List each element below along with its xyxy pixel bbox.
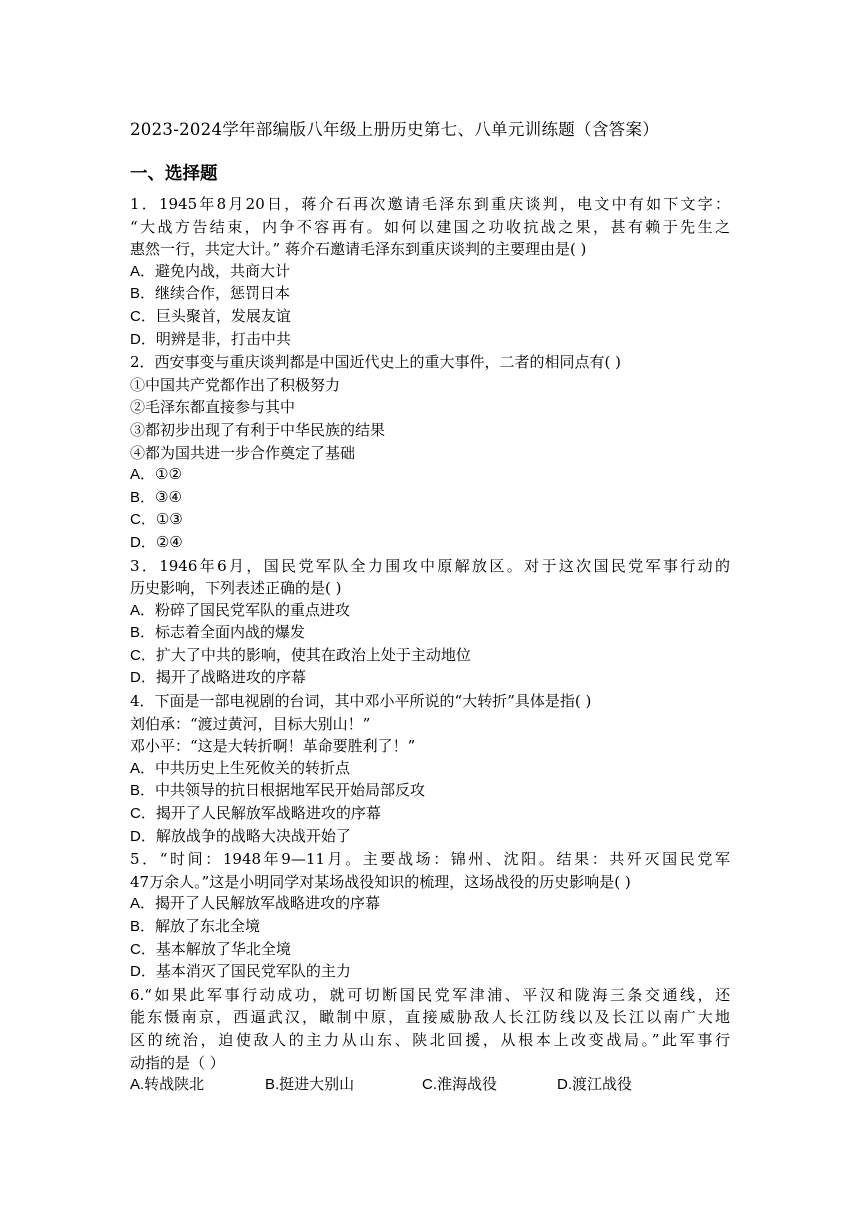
question-2-statement: ④都为国共进一步合作奠定了基础: [130, 443, 356, 462]
question-6-option-c: C.淮海战役: [422, 1076, 498, 1094]
question-3-option-d: D．揭开了战略进攻的序幕: [130, 669, 306, 687]
question-2-option-c: C．①③: [130, 511, 183, 529]
question-4-quote: 刘伯承：“渡过黄河，目标大别山！”: [130, 714, 371, 733]
question-4-option-b: B．中共领导的抗日根据地军民开始局部反攻: [130, 782, 426, 800]
question-2-text: 2．西安事变与重庆谈判都是中国近代史上的重大事件，二者的相同点有( ): [130, 353, 622, 372]
question-6-option-a: A.转战陕北: [130, 1076, 205, 1094]
question-5-option-b: B．解放了东北全境: [130, 918, 261, 935]
question-1-text: 惠然一行，共定大计。” 蒋介石邀请毛泽东到重庆谈判的主要理由是( ): [130, 240, 587, 259]
question-list: [130, 193, 730, 1097]
question-1-text: “大战方告结束，内争不容再有。如何以建国之功收抗战之果，甚有赖于先生之: [130, 217, 730, 236]
question-5-option-a: A．揭开了人民解放军战略进攻的序幕: [130, 895, 381, 913]
question-2-option-b: B．③④: [130, 488, 182, 506]
question-4-option-c: C．揭开了人民解放军战略进攻的序幕: [130, 805, 381, 823]
question-5-option-d: D．基本消灭了国民党军队的主力: [130, 963, 351, 981]
question-3-option-a: A．粉碎了国民党军队的重点进攻: [130, 601, 351, 619]
question-6-option-b: B.挺进大别山: [265, 1076, 355, 1094]
question-3-text: 3．1946年6月，国民党军队全力围攻中原解放区。对于这次国民党军事行动的: [130, 556, 730, 575]
question-2-statement: ②毛泽东都直接参与其中: [130, 398, 296, 417]
section-heading: 一、选择题: [130, 164, 218, 184]
question-1-option-d: D．明辨是非，打击中共: [130, 330, 291, 348]
question-3-option-b: B．标志着全面内战的爆发: [130, 624, 306, 642]
question-4-option-d: D．解放战争的战略大决战开始了: [130, 827, 351, 845]
question-6-text: 动指的是（ ）: [130, 1053, 225, 1072]
question-3-text: 历史影响，下列表述正确的是( ): [130, 579, 342, 598]
question-2-statement: ①中国共产党都作出了积极努力: [130, 375, 341, 394]
question-3-option-c: C．扩大了中共的影响，使其在政治上处于主动地位: [130, 646, 471, 664]
question-2-option-d: D．②④: [130, 533, 183, 551]
question-6-text: 6.“如果此军事行动成功，就可切断国民党军津浦、平汉和陇海三条交通线，还: [130, 985, 730, 1004]
question-4-option-a: A．中共历史上生死攸关的转折点: [130, 759, 351, 777]
question-4-text: 4．下面是一部电视剧的台词，其中邓小平所说的“大转折”具体是指( ): [130, 692, 592, 711]
question-1-option-a: A．避免内战，共商大计: [130, 262, 291, 280]
question-1-text: 1．1945年8月20日，蒋介石再次邀请毛泽东到重庆谈判，电文中有如下文字：: [130, 195, 730, 213]
question-1-option-b: B．继续合作，惩罚日本: [130, 285, 291, 303]
question-5-text: 47万余人。”这是小明同学对某场战役知识的梳理，这场战役的历史影响是( ): [130, 872, 631, 891]
question-6-text: 区的统治，迫使敌人的主力从山东、陕北回援，从根本上改变战局。”此军事行: [130, 1030, 730, 1049]
question-6-text: 能东慑南京，西逼武汉，瞰制中原，直接威胁敌人长江防线以及长江以南广大地: [130, 1008, 730, 1027]
question-1-option-c: C．巨头聚首，发展友谊: [130, 307, 291, 325]
question-6-options-row: [130, 1074, 730, 1097]
question-5-option-c: C．基本解放了华北全境: [130, 940, 291, 958]
question-4-quote: 邓小平：“这是大转折啊！革命要胜利了！”: [130, 737, 416, 756]
question-5-text: 5．“时间：1948年9—11月。主要战场：锦州、沈阳。结果：共歼灭国民党军: [130, 850, 730, 869]
document-title: 2023-2024学年部编版八年级上册历史第七、八单元训练题（含答案）: [130, 120, 660, 139]
question-2-statement: ③都初步出现了有利于中华民族的结果: [130, 420, 386, 439]
question-2-option-a: A．①②: [130, 466, 182, 484]
question-6-option-d: D.渡江战役: [557, 1076, 633, 1094]
